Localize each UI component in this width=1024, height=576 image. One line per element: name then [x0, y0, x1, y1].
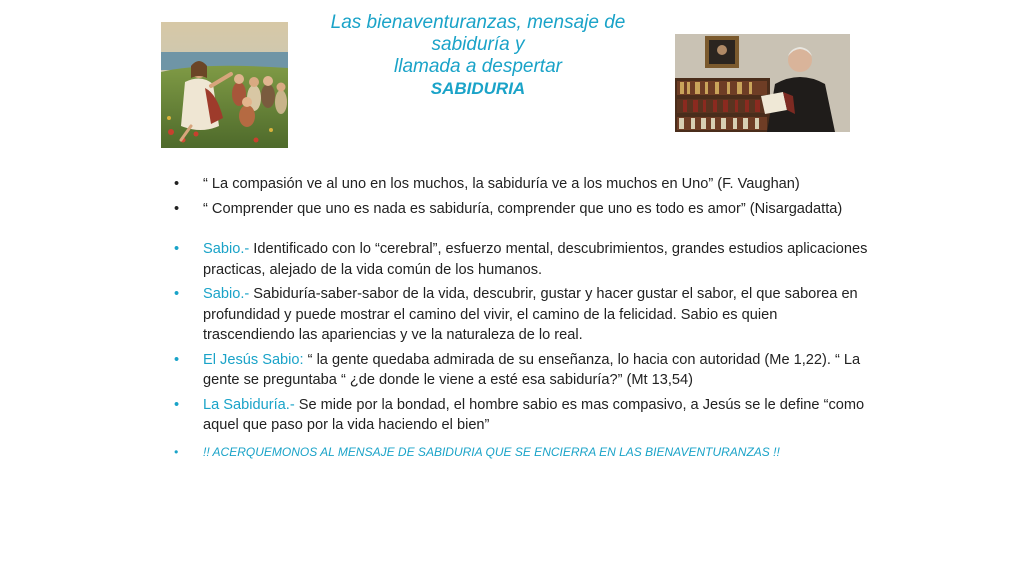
- point-text: Sabiduría-saber-sabor de la vida, descubrir, gustar y hacer gustar el sabor, el que saborea en profundidad y puede mostrar el camino del vivir, el camino de la felicidad. Sabio es quien trascendiendo las apariencias y ve la naturaleza de lo real.: [203, 286, 858, 343]
- quote-nisargadatta: • “ Comprender que uno es nada es sabiduría, comprender que uno es todo es amor” (Nisargadatta): [172, 199, 872, 220]
- point-lead: Sabio.-: [203, 241, 250, 257]
- quote-vaughan: • “ La compasión ve al uno en los muchos, la sabiduría ve a los muchos en Uno” (F. Vaughan): [172, 174, 872, 195]
- point-text: “ la gente quedaba admirada de su enseñanza, lo hacia con autoridad (Me 1,22). “ La gente se preguntaba “ ¿de donde le viene a esté esa sabiduría?” (Mt 13,54): [203, 351, 861, 388]
- content-bullet-list: [172, 174, 872, 462]
- monk-reading-illustration: [675, 34, 850, 132]
- point-lead: Sabio.-: [203, 286, 250, 302]
- point-sabio-cerebral: [172, 239, 872, 280]
- monk-reading-photo: [675, 34, 850, 132]
- point-jesus-sabio: [172, 350, 872, 391]
- painting-jesus-image: [161, 22, 288, 148]
- title-line-2: sabiduría y: [431, 34, 525, 55]
- point-lead: La Sabiduría.-: [203, 396, 295, 413]
- point-sabio-sabor: [172, 284, 872, 346]
- slide-title: [300, 12, 656, 100]
- point-la-sabiduria: [172, 395, 872, 436]
- painting-jesus-illustration: [161, 22, 288, 148]
- point-lead: El Jesús Sabio:: [203, 351, 304, 368]
- title-subtitle: SABIDURIA: [430, 79, 526, 98]
- closing-call: • !! ACERQUEMONOS AL MENSAJE DE SABIDURIA QUE SE ENCIERRA EN LAS BIENAVENTURANZAS !!: [172, 442, 872, 463]
- title-line-1: Las bienaventuranzas, mensaje de: [330, 12, 626, 33]
- point-text: Se mide por la bondad, el hombre sabio es mas compasivo, a Jesús se le define “como aquel que paso por la vida haciendo el bien”: [203, 396, 865, 433]
- point-text: Identificado con lo “cerebral”, esfuerzo mental, descubrimientos, grandes estudios aplicaciones practicas, alejado de la vida común de los humanos.: [203, 241, 868, 278]
- title-line-3: llamada a despertar: [394, 56, 562, 77]
